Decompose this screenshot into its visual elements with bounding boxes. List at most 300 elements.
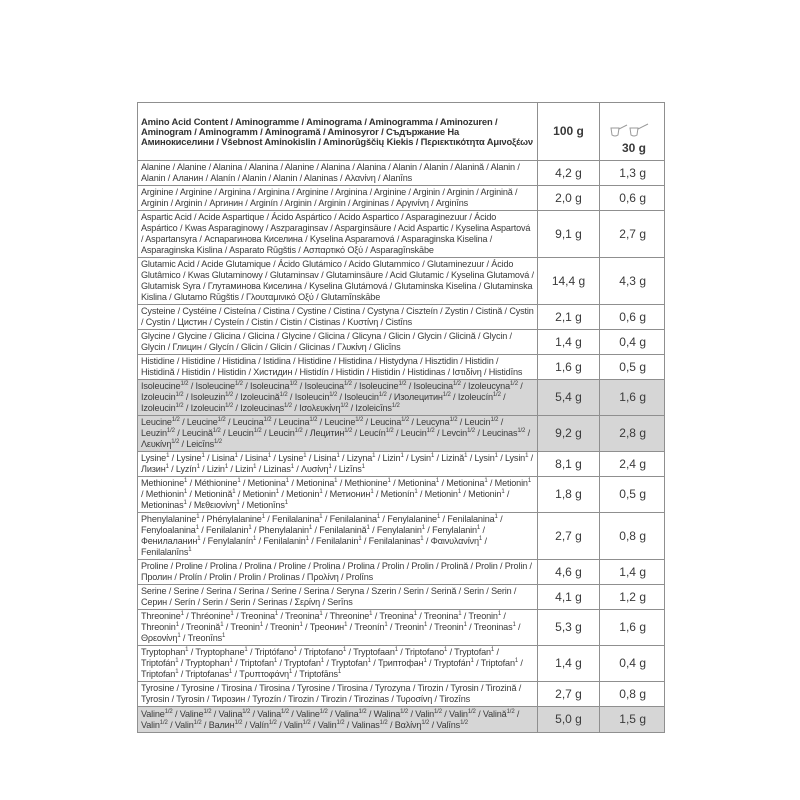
- footnote-mark: 1/2: [329, 392, 338, 398]
- footnote-mark: 1/2: [391, 403, 400, 409]
- name-variant: Histydyna: [379, 356, 418, 366]
- name-variant: Leucina: [232, 417, 264, 427]
- footnote-mark: 1: [184, 478, 188, 484]
- name-variant: Alanine: [284, 162, 315, 172]
- name-variant: Tyrosine: [141, 683, 175, 693]
- name-variant: Glutaminska Kiselina: [394, 281, 477, 291]
- name-variant: Leucin: [464, 417, 491, 427]
- name-variant: Valine: [141, 708, 165, 719]
- name-variant: Izoleucin: [141, 392, 176, 402]
- name-variant: Serin: [463, 586, 484, 596]
- name-variant: Треонин: [309, 622, 345, 632]
- name-variant: Treonină: [185, 622, 221, 632]
- name-variant: Валин: [208, 719, 235, 730]
- name-variant: Triptófano: [254, 647, 294, 657]
- footnote-mark: 1/2: [263, 417, 272, 423]
- table-row: [138, 161, 665, 186]
- name-variant: Alanín: [210, 173, 236, 183]
- name-variant: Threonine: [329, 611, 370, 621]
- name-variant: Alanin: [490, 162, 515, 172]
- name-variant: Metionin: [494, 478, 528, 488]
- name-variant: Histidină: [141, 367, 175, 377]
- name-variant: Treonīns: [187, 633, 223, 643]
- name-variant: Arginina: [257, 187, 290, 197]
- value-100g: 1,4 g: [538, 330, 600, 355]
- footnote-mark: 1: [423, 658, 427, 664]
- name-variant: Prolina: [244, 561, 272, 571]
- footnote-mark: 1: [183, 489, 188, 495]
- name-variant: Glutamo Rūgštis: [173, 292, 239, 302]
- footnote-mark: 1: [166, 453, 170, 459]
- name-variant: Tirozină: [485, 683, 517, 693]
- name-variant: Arginine: [296, 187, 329, 197]
- name-variant: Cysteín: [214, 317, 244, 327]
- name-variant: Asparginsäure: [334, 223, 392, 233]
- footnote-mark: 1/2: [268, 719, 277, 726]
- name-variant: Glycin: [417, 331, 442, 341]
- name-variant: Tyrosin: [141, 694, 170, 704]
- name-variant: Aspartic Acid: [141, 212, 192, 222]
- table-row: [138, 330, 665, 355]
- footnote-mark: 1: [372, 453, 376, 459]
- footnote-mark: 1: [267, 453, 272, 459]
- footnote-mark: 1: [275, 489, 279, 495]
- amino-acid-name: Arginine / Arginine / Arginina / Arginina / Arginine / Arginina / Arginine / Arginin / Arginin / Arginină / Arginin / Arginin / Аргинин / Arginín / Arginin / Arginin / Argininas / Αργινίνη / Arginīns: [138, 186, 538, 211]
- name-variant: Fenylalanín: [207, 536, 253, 546]
- name-variant: Serina: [206, 586, 232, 596]
- footnote-mark: 1: [230, 611, 234, 617]
- name-variant: Aszparaginsav: [270, 223, 328, 233]
- name-variant: Treonina: [423, 611, 459, 621]
- name-variant: Arginine: [179, 187, 212, 197]
- name-variant: Fenylalanin: [432, 525, 477, 535]
- amino-acid-name: Isoleucine$^{1/2}$ / Isoleucine$^{1/2}$ / Isoleucina$^{1/2}$ / Isoleucina$^{1/2}$ / Isoleucine$^{1/2}$ / Isoleucina$^{1/2}$ / Izoleucyna$^{1/2}$ / Izoleucin$^{1/2}$ / Isoleuzin$^{1/2}$ / Izoleucină$^{1/2}$ / Isoleucin$^{1/2}$ / Isoleucin$^{1/2}$ / Изолецитин$^{1/2}$ / Izoleucín$^{1/2}$ / Izoleucin$^{1/2}$ / Izoleucin$^{1/2}$ / Izoleucinas$^{1/2}$ / Ισολευκίνη$^{1/2}$ / Izoleicīns$^{1/2}$: [138, 380, 538, 416]
- name-variant: Serină: [430, 586, 457, 596]
- name-variant: Cystine: [296, 306, 327, 316]
- name-variant: Fenilalanīns: [141, 547, 189, 557]
- name-variant: Glutaminezuur: [426, 259, 485, 269]
- name-variant: Изолецитин: [393, 392, 443, 402]
- footnote-mark: 1: [423, 622, 428, 628]
- name-variant: Fenylalanine: [387, 514, 437, 524]
- value-30g: 0,4 g: [600, 330, 665, 355]
- name-variant: Histidin: [217, 367, 247, 377]
- footnote-mark: 1/2: [175, 392, 184, 398]
- footnote-mark: 1: [420, 536, 424, 542]
- name-variant: Tyrosine: [181, 683, 215, 693]
- name-variant: Prolin: [504, 561, 528, 571]
- name-variant: Kyselina Glutámová: [309, 281, 388, 291]
- footnote-mark: 1: [237, 478, 241, 484]
- name-variant: Serine: [271, 586, 297, 596]
- value-100g: 5,4 g: [538, 380, 600, 416]
- footnote-mark: 1/2: [164, 708, 173, 715]
- name-variant: Фенилаланин: [141, 536, 198, 546]
- footnote-mark: 1/2: [217, 417, 226, 423]
- value-30g: 1,3 g: [600, 161, 665, 186]
- name-variant: Valin: [415, 708, 434, 719]
- name-variant: Glicinas: [298, 342, 331, 352]
- footnote-mark: 1: [337, 669, 342, 675]
- name-variant: Proline: [278, 561, 306, 571]
- name-variant: Alanina: [356, 162, 386, 172]
- footnote-mark: 1/2: [180, 381, 189, 387]
- footnote-mark: 1: [463, 622, 467, 628]
- table-row: [138, 585, 665, 610]
- footnote-mark: 1: [232, 489, 236, 495]
- name-variant: Metionină: [194, 489, 233, 499]
- footnote-mark: 1/2: [309, 417, 318, 423]
- footnote-mark: 1/2: [159, 719, 168, 726]
- amino-acid-name: Proline / Proline / Prolina / Prolina / Proline / Prolina / Prolina / Prolin / Prolin / Prolină / Prolin / Prolin / Пролин / Prolín / Prolin / Prolin / Prolinas / Προλίνη / Prolīns: [138, 560, 538, 585]
- footnote-mark: 1: [514, 658, 519, 664]
- footnote-mark: 1/2: [171, 417, 180, 423]
- name-variant: Lysine: [278, 453, 304, 463]
- name-variant: Tirosina: [259, 683, 290, 693]
- name-variant: Treonin: [269, 622, 300, 632]
- name-variant: Fenilalanin: [263, 536, 306, 546]
- name-variant: Metionina: [247, 478, 286, 488]
- footnote-mark: 1: [430, 453, 435, 459]
- name-variant: Alanin: [423, 162, 448, 172]
- footnote-mark: 1: [197, 536, 201, 542]
- amino-acid-name: Serine / Serine / Serina / Serina / Serine / Serina / Seryna / Szerin / Serin / Serină / Serin / Serin / Серин / Serín / Serin / Serin / Serinas / Σερίνη / Serīns: [138, 585, 538, 610]
- name-variant: Leucine: [186, 417, 218, 427]
- footnote-mark: 1/2: [398, 381, 407, 387]
- name-variant: Acid Aspartic: [397, 223, 449, 233]
- value-30g: 4,3 g: [600, 258, 665, 305]
- footnote-mark: 1/2: [467, 708, 476, 715]
- name-variant: Proline: [175, 561, 203, 571]
- name-variant: Treonin: [468, 611, 498, 621]
- name-variant: Arginin: [141, 198, 169, 208]
- footnote-mark: 1/2: [426, 428, 435, 434]
- name-variant: Seryna: [336, 586, 365, 596]
- name-variant: Treonín: [354, 622, 385, 632]
- name-variant: Αργινίνη: [395, 198, 429, 208]
- name-variant: Tryptofan: [454, 647, 491, 657]
- name-variant: Глицин: [172, 342, 202, 352]
- value-100g: 2,1 g: [538, 305, 600, 330]
- name-variant: Szerin: [371, 586, 397, 596]
- value-30g: 0,5 g: [600, 477, 665, 513]
- name-variant: Izoleucină: [240, 392, 280, 402]
- name-variant: Triptofan: [239, 658, 274, 668]
- name-variant: Цистин: [177, 317, 208, 327]
- table-row: [138, 610, 665, 646]
- footnote-mark: 1/2: [242, 708, 251, 715]
- name-variant: Histidin: [465, 356, 494, 366]
- footnote-mark: 1: [248, 525, 252, 531]
- name-variant: Prolin: [475, 561, 498, 571]
- name-variant: Istidina: [263, 356, 291, 366]
- amino-acid-name: Glycine / Glycine / Glicina / Glicina / Glycine / Glicina / Glicyna / Glicin / Glycin / Glicină / Glycin / Glycin / Глицин / Glycín / Glicin / Glicin / Glicinas / Γλυκίνη / Glicīns: [138, 330, 538, 355]
- name-variant: Cisteína: [223, 306, 256, 316]
- footnote-mark: 1: [334, 478, 338, 484]
- footnote-mark: 1: [527, 478, 532, 484]
- value-30g: 0,6 g: [600, 186, 665, 211]
- footnote-mark: 1: [394, 647, 398, 653]
- footnote-mark: 1: [458, 611, 462, 617]
- name-variant: Leucina: [278, 417, 310, 427]
- name-variant: Tryptophane: [195, 647, 245, 657]
- footnote-mark: 1: [185, 647, 189, 653]
- value-100g: 2,7 g: [538, 682, 600, 707]
- name-variant: Leucină: [181, 428, 213, 438]
- name-variant: Leucin: [227, 428, 254, 438]
- name-variant: Prolină: [440, 561, 469, 571]
- footnote-mark: 1: [288, 669, 293, 675]
- name-variant: Γλυκίνη: [337, 342, 367, 352]
- name-variant: Izoleucín: [457, 392, 493, 402]
- footnote-mark: 1/2: [225, 392, 234, 398]
- footnote-mark: 1/2: [203, 708, 212, 715]
- name-variant: Γλουταμινικό Οξύ: [246, 292, 314, 302]
- name-variant: Lysine: [176, 453, 202, 463]
- name-variant: Glutamisk Syra: [141, 281, 201, 291]
- name-variant: Метионин: [329, 489, 371, 499]
- name-variant: Lizină: [441, 453, 465, 463]
- footnote-mark: 1: [320, 658, 324, 664]
- name-variant: Cistin: [280, 317, 302, 327]
- footnote-mark: 1/2: [421, 719, 430, 726]
- table-header-row: [138, 103, 665, 161]
- name-variant: Fenyloalanina: [141, 525, 196, 535]
- footnote-mark: 1/2: [509, 381, 518, 387]
- table-row: [138, 682, 665, 707]
- name-variant: Tyrozín: [252, 694, 282, 704]
- name-variant: Arginina: [218, 187, 251, 197]
- name-variant: Lizin: [382, 453, 401, 463]
- value-100g: 9,1 g: [538, 211, 600, 258]
- footnote-mark: 1/2: [355, 417, 364, 423]
- amino-acid-name: Methionine$^1$ / Méthionine$^1$ / Metionina$^1$ / Metionina$^1$ / Methionine$^1$ / Metionina$^1$ / Metionina$^1$ / Metionin$^1$ / Methionin$^1$ / Metionină$^1$ / Metionin$^1$ / Metionin$^1$ / Метионин$^1$ / Metionín$^1$ / Metionin$^1$ / Metionin$^1$ / Metioninas$^1$ / Μεθειονίνη$^1$ / Metionīns$^1$: [138, 477, 538, 513]
- name-variant: Glycine: [141, 331, 171, 341]
- name-variant: Tirozin: [320, 694, 347, 704]
- footnote-mark: 1: [252, 536, 257, 542]
- amino-acid-name: Phenylalanine$^1$ / Phénylalanine$^1$ / Fenilalanina$^1$ / Fenilalanina$^1$ / Fenylalanine$^1$ / Fenilalanina$^1$ / Fenyloalanina$^1$ / Fenilalanin$^1$ / Phenylalanin$^1$ / Fenilalanină$^1$ / Fenylalanin$^1$ / Fenylalanin$^1$ / Фенилаланин$^1$ / Fenylalanín$^1$ / Fenilalanin$^1$ / Fenilalanin$^1$ / Fenilalaninas$^1$ / Φαινυλανίνη$^1$ / Fenilalanīns$^1$: [138, 513, 538, 560]
- name-variant: Glycine: [281, 331, 311, 341]
- name-variant: Glicina: [213, 331, 241, 341]
- footnote-mark: 1: [435, 478, 440, 484]
- name-variant: Isoleucine: [141, 381, 181, 391]
- name-variant: Arginin: [318, 198, 346, 208]
- name-variant: Serina: [303, 586, 330, 596]
- name-variant: Tryptophan: [185, 658, 230, 668]
- name-variant: Histidin: [335, 367, 365, 377]
- amino-acid-name: Histidine / Histidine / Histidina / Istidina / Histidine / Histidina / Histydyna / Hisztidin / Histidin / Histidină / Histidin / Histidin / Хистидин / Histidín / Histidin / Histidin / Histidinas / Ιστιδίνη / Histidīns: [138, 355, 538, 380]
- name-variant: Glutaminsav: [269, 270, 319, 280]
- footnote-mark: 1: [494, 514, 498, 520]
- name-variant: Lysin: [410, 453, 431, 463]
- name-variant: Φαινυλανίνη: [430, 536, 479, 546]
- footnote-mark: 1: [370, 489, 374, 495]
- footnote-mark: 1: [421, 525, 425, 531]
- value-30g: 2,8 g: [600, 416, 665, 452]
- name-variant: Glicină: [448, 331, 476, 341]
- value-100g: 1,8 g: [538, 477, 600, 513]
- footnote-mark: 1/2: [467, 428, 475, 434]
- footnote-mark: 1: [478, 536, 483, 542]
- footnote-mark: 1: [470, 658, 474, 664]
- name-variant: Fenilalaninas: [368, 536, 421, 546]
- footnote-mark: 1/2: [460, 719, 468, 726]
- name-variant: Leucine: [324, 417, 356, 427]
- name-variant: Σερίνη: [294, 597, 321, 607]
- name-variant: Cistinas: [309, 317, 341, 327]
- table-row: [138, 211, 665, 258]
- table-row: [138, 707, 665, 733]
- name-variant: Isoleucine: [359, 381, 399, 391]
- name-variant: Tryptofaan: [353, 647, 395, 657]
- footnote-mark: 1/2: [449, 417, 458, 423]
- name-variant: Θρεονίνη: [141, 633, 178, 643]
- footnote-mark: 1/2: [193, 719, 202, 726]
- table-row: [138, 355, 665, 380]
- name-variant: Lisina: [244, 453, 268, 463]
- footnote-mark: 1: [244, 647, 248, 653]
- value-30g: 0,6 g: [600, 305, 665, 330]
- name-variant: Fenilalanin: [206, 525, 249, 535]
- amino-acid-name: Valine$^{1/2}$ / Valine$^{1/2}$ / Valina$^{1/2}$ / Valina$^{1/2}$ / Valine$^{1/2}$ / Valina$^{1/2}$ / Walina$^{1/2}$ / Valin$^{1/2}$ / Valin$^{1/2}$ / Valină$^{1/2}$ / Valin$^{1/2}$ / Valin$^{1/2}$ / Валин$^{1/2}$ / Valín$^{1/2}$ / Valin$^{1/2}$ / Valin$^{1/2}$ / Valinas$^{1/2}$ / Βαλίνη$^{1/2}$ / Valīns$^{1/2}$: [138, 707, 538, 733]
- name-variant: Tryptofan: [330, 658, 368, 668]
- footnote-mark: 1/2: [344, 428, 353, 434]
- name-variant: Triptofán: [141, 658, 176, 668]
- name-variant: Metionina: [446, 478, 485, 488]
- name-variant: Лецитин: [309, 428, 345, 438]
- name-variant: Λυσίνη: [301, 464, 329, 474]
- name-variant: Metionin: [424, 489, 458, 499]
- footnote-mark: 1/2: [506, 708, 515, 715]
- footnote-mark: 1/2: [490, 417, 499, 423]
- name-variant: Пролин: [141, 572, 172, 582]
- value-100g: 1,4 g: [538, 646, 600, 682]
- value-30g: 2,4 g: [600, 452, 665, 477]
- name-variant: Glicina: [247, 331, 275, 341]
- name-variant: Тирозин: [211, 694, 246, 704]
- footnote-mark: 1/2: [452, 381, 461, 387]
- name-variant: Glutamic Acid: [141, 259, 195, 269]
- name-variant: Threonine: [141, 611, 181, 621]
- footnote-mark: 1: [220, 622, 224, 628]
- name-variant: Ισολευκίνη: [299, 403, 341, 413]
- name-variant: Serīns: [327, 597, 353, 607]
- footnote-mark: 1: [436, 514, 441, 520]
- value-100g: 4,2 g: [538, 161, 600, 186]
- footnote-mark: 1: [501, 489, 505, 495]
- value-30g: 0,8 g: [600, 682, 665, 707]
- name-variant: Valin: [174, 719, 194, 730]
- footnote-mark: 1: [344, 622, 348, 628]
- name-variant: Isoleucina: [304, 381, 344, 391]
- name-variant: Leucyna: [416, 417, 450, 427]
- footnote-mark: 1: [196, 514, 200, 520]
- name-variant: Histidine: [297, 356, 332, 366]
- name-variant: Leuzin: [141, 428, 167, 438]
- name-variant: Methionine: [141, 478, 184, 488]
- name-variant: Leicīns: [186, 439, 215, 449]
- footnote-mark: 1: [222, 633, 226, 639]
- value-100g: 14,4 g: [538, 258, 600, 305]
- name-variant: Аланин: [172, 173, 204, 183]
- name-variant: Tirozin: [417, 683, 444, 693]
- name-variant: Valin: [449, 708, 468, 719]
- footnote-mark: 1: [384, 622, 388, 628]
- name-variant: Methionine: [344, 478, 388, 488]
- footnote-mark: 1/2: [253, 428, 262, 434]
- name-variant: Lizin: [235, 464, 254, 474]
- footnote-mark: 1/2: [166, 428, 175, 434]
- table-row: [138, 513, 665, 560]
- name-variant: Lyzín: [175, 464, 197, 474]
- name-variant: Kyselina Glutamová: [450, 270, 530, 280]
- table-row: [138, 258, 665, 305]
- footnote-mark: 1: [444, 647, 448, 653]
- footnote-mark: 1/2: [175, 403, 184, 409]
- name-variant: Lysine: [141, 453, 167, 463]
- footnote-mark: 1/2: [378, 392, 387, 398]
- footnote-mark: 1: [400, 453, 404, 459]
- name-variant: Fenilalanină: [319, 525, 367, 535]
- footnote-mark: 1: [183, 500, 187, 506]
- name-variant: Βαλίνη: [394, 719, 422, 730]
- footnote-mark: 1/2: [379, 719, 388, 726]
- name-variant: Lisina: [211, 453, 235, 463]
- name-variant: Ácido Glutâmico: [141, 259, 514, 280]
- footnote-mark: 1/2: [401, 417, 410, 423]
- name-variant: Asparato Rūgštis: [229, 245, 296, 255]
- name-variant: Cistină: [475, 306, 503, 316]
- name-variant: Alanine: [141, 162, 171, 172]
- name-variant: Serín: [174, 597, 196, 607]
- footnote-mark: 1: [336, 453, 340, 459]
- footnote-mark: 1/2: [294, 428, 303, 434]
- name-variant: Arginin: [412, 187, 440, 197]
- footnote-mark: 1/2: [517, 428, 526, 434]
- name-variant: Serin: [403, 586, 424, 596]
- name-variant: Argininas: [352, 198, 389, 208]
- table-row: [138, 452, 665, 477]
- name-variant: Arginine: [373, 187, 407, 197]
- footnote-mark: 1: [284, 500, 288, 506]
- name-variant: Lisina: [313, 453, 337, 463]
- name-variant: Tryptofán: [433, 658, 471, 668]
- footnote-mark: 1: [236, 500, 240, 506]
- footnote-mark: 1: [464, 453, 468, 459]
- name-variant: Prolín: [179, 572, 202, 582]
- value-100g: 5,0 g: [538, 707, 600, 733]
- footnote-mark: 1: [175, 669, 179, 675]
- footnote-mark: 1: [228, 669, 233, 675]
- name-variant: Tirosina: [336, 683, 368, 693]
- footnote-mark: 1: [290, 464, 294, 470]
- name-variant: Izoleucyna: [468, 381, 510, 391]
- name-variant: Arginin: [446, 187, 474, 197]
- footnote-mark: 1: [366, 525, 370, 531]
- amino-acid-name: Alanine / Alanine / Alanina / Alanina / Alanine / Alanina / Alanina / Alanin / Alanin / Alanină / Alanin / Alanin / Аланин / Alanín / Alanin / Alanin / Alaninas / Αλανίνη / Alanīns: [138, 161, 538, 186]
- name-variant: Cystin: [145, 317, 171, 327]
- footnote-mark: 1/2: [302, 719, 311, 726]
- name-variant: Глутаминова Киселина: [207, 281, 302, 291]
- name-variant: Valin: [141, 719, 160, 730]
- name-variant: Glycín: [208, 342, 234, 352]
- footnote-mark: 1: [188, 547, 192, 553]
- name-variant: Аргинин: [209, 198, 243, 208]
- footnote-mark: 1: [376, 514, 381, 520]
- name-variant: Treonina: [240, 611, 275, 621]
- name-variant: Metionin: [242, 489, 276, 499]
- name-variant: Ácido Glutámico: [277, 259, 342, 269]
